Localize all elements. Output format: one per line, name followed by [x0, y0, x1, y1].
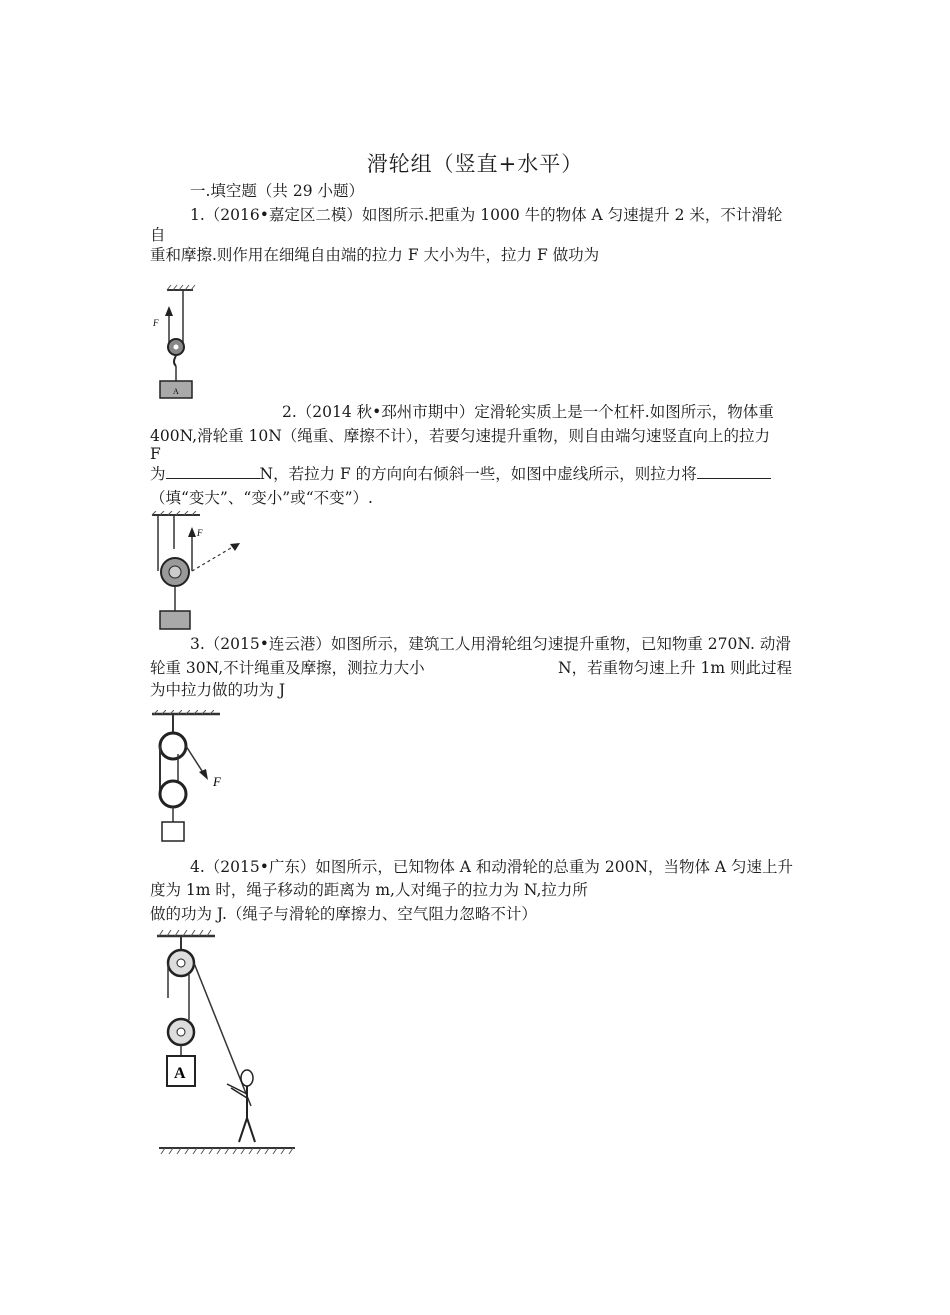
q2-line2-wrap: F [150, 445, 161, 463]
q1-answer-blank [585, 266, 715, 278]
q2-line3-prefix: 为 [150, 465, 166, 483]
q3-line2-a: 轮重 30N,不计绳重及摩擦，测拉力大小 [150, 659, 425, 677]
q2-line2: 400N,滑轮重 10N（绳重、摩擦不计），若要匀速提升重物，则自由端匀速竖直向上的拉力 [150, 427, 771, 445]
q1-figure [145, 284, 205, 404]
q3-line1: 3.（2015•连云港）如图所示，建筑工人用滑轮组匀速提升重物，已知物重 270N. 动滑 [190, 635, 791, 653]
q2-line3 [150, 462, 771, 484]
q4-figure [155, 928, 305, 1163]
q2-figure-label-F: F [197, 528, 203, 538]
q3-figure [150, 710, 240, 845]
q1-line2: 重和摩擦.则作用在细绳自由端的拉力 F 大小为牛，拉力 F 做功为 [150, 246, 600, 264]
q4-line2: 度为 1m 时，绳子移动的距离为 m,人对绳子的拉力为 N,拉力所 [150, 881, 588, 899]
q1-line1-wrap: 自 [150, 226, 166, 244]
q4-line3: 做的功为 J.（绳子与滑轮的摩擦力、空气阻力忽略不计） [150, 905, 537, 923]
q3-figure-label-F: F [213, 774, 221, 789]
q2-line4: （填“变大”、“变小”或“不变”）. [150, 489, 373, 507]
q2-figure [150, 511, 250, 631]
q2-line3-rest: N，若拉力 F 的方向向右倾斜一些，如图中虚线所示，则拉力将 [259, 465, 697, 483]
q1-figure-label-A: A [173, 387, 179, 396]
section-heading: 一.填空题（共 29 小题） [190, 182, 365, 200]
q3-line2-b: N，若重物匀速上升 1m 则此过程 [558, 659, 792, 677]
q2-answer-blank-1 [166, 462, 260, 479]
q2-answer-blank-2 [697, 462, 771, 479]
q4-line1: 4.（2015•广东）如图所示，已知物体 A 和动滑轮的总重为 200N，当物体 A 匀速上升 [190, 858, 794, 876]
q3-line3: 为中拉力做的功为 J [150, 681, 286, 699]
q4-figure-label-A: A [174, 1065, 186, 1082]
q2-line1: 2.（2014 秋•邳州市期中）定滑轮实质上是一个杠杆.如图所示，物体重 [282, 403, 774, 421]
q1-figure-label-F: F [153, 318, 159, 328]
page-title: 滑轮组（竖直+水平） [366, 152, 584, 176]
q1-line1: 1.（2016•嘉定区二模）如图所示.把重为 1000 牛的物体 A 匀速提升 2 米，不计滑轮 [190, 206, 783, 224]
